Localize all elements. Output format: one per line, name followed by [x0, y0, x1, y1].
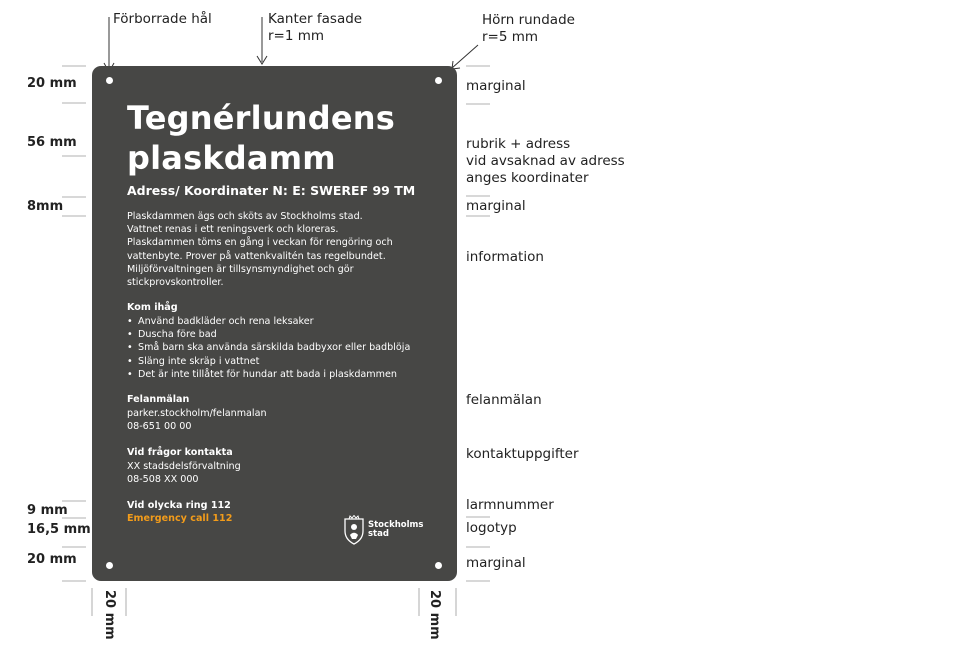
annot-report: felanmälan: [466, 392, 542, 408]
list-item: • Det är inte tillåtet för hundar att bada i plaskdammen: [127, 368, 410, 381]
sign-title: Tegnérlundens plaskdamm: [127, 99, 396, 177]
report-phone: 08-651 00 00: [127, 421, 192, 432]
dim-bottom-margin: 20 mm: [27, 552, 77, 567]
chamfered-edges-callout: Kanter fasade r=1 mm: [268, 11, 363, 44]
annot-contact: kontaktuppgifter: [466, 446, 579, 462]
report-heading: Felanmälan: [127, 394, 190, 405]
rounded-corners-callout: Hörn rundade r=5 mm: [482, 12, 575, 45]
list-item: • Använd badkläder och rena leksaker: [127, 315, 410, 328]
logo-line1: Stockholms: [368, 520, 424, 530]
emergency-line: Emergency call 112: [127, 513, 233, 524]
annot-margin-bottom: marginal: [466, 555, 526, 571]
accident-line: Vid olycka ring 112: [127, 500, 231, 511]
sign-subtitle: Adress/ Koordinater N: E: SWEREF 99 TM: [127, 183, 416, 198]
stockholm-logo: [342, 515, 432, 547]
list-item: • Släng inte skräp i vattnet: [127, 355, 410, 368]
list-item: • Små barn ska använda särskilda badbyxor eller badblöja: [127, 341, 410, 354]
logo-line2: stad: [368, 529, 389, 539]
contact-org: XX stadsdelsförvaltning: [127, 461, 241, 472]
dim-logo: 16,5 mm: [27, 522, 91, 537]
dim-alarm: 9 mm: [27, 503, 68, 518]
drilled-holes-callout: Förborrade hål: [113, 11, 212, 27]
remember-list: [127, 315, 410, 381]
drilled-hole: [106, 77, 113, 84]
dim-right-margin: 20 mm: [427, 590, 442, 640]
annot-alarm: larmnummer: [466, 497, 554, 513]
annot-margin-mid: marginal: [466, 198, 526, 214]
contact-heading: Vid frågor kontakta: [127, 447, 233, 458]
report-url: parker.stockholm/felanmalan: [127, 408, 267, 419]
dim-left-margin: 20 mm: [102, 590, 117, 640]
remember-heading: Kom ihåg: [127, 302, 178, 313]
sign-plate: [92, 66, 457, 581]
dim-top-margin: 20 mm: [27, 76, 77, 91]
dim-gap: 8mm: [27, 199, 64, 214]
annot-logo: logotyp: [466, 520, 517, 536]
drilled-hole: [435, 77, 442, 84]
annot-information: information: [466, 249, 544, 265]
drilled-hole: [106, 562, 113, 569]
dim-title-block: 56 mm: [27, 135, 77, 150]
contact-phone: 08-508 XX 000: [127, 474, 199, 485]
sign-information: Plaskdammen ägs och sköts av Stockholms stad. Vattnet renas i ett reningsverk och kloreras. Plaskdammen töms en gång i veckan för rengöring och vattenbyte. Prover på vattenkvalitén tas regelbundet. Miljöförvaltningen är tillsynsmyndighet och gör stickprovskontroller.: [127, 211, 393, 289]
crown-shield-icon: [342, 515, 366, 545]
annot-title-address: rubrik + adress vid avsaknad av adress anges koordinater: [466, 136, 625, 186]
annot-margin-top: marginal: [466, 78, 526, 94]
drilled-hole: [435, 562, 442, 569]
list-item: • Duscha före bad: [127, 328, 410, 341]
